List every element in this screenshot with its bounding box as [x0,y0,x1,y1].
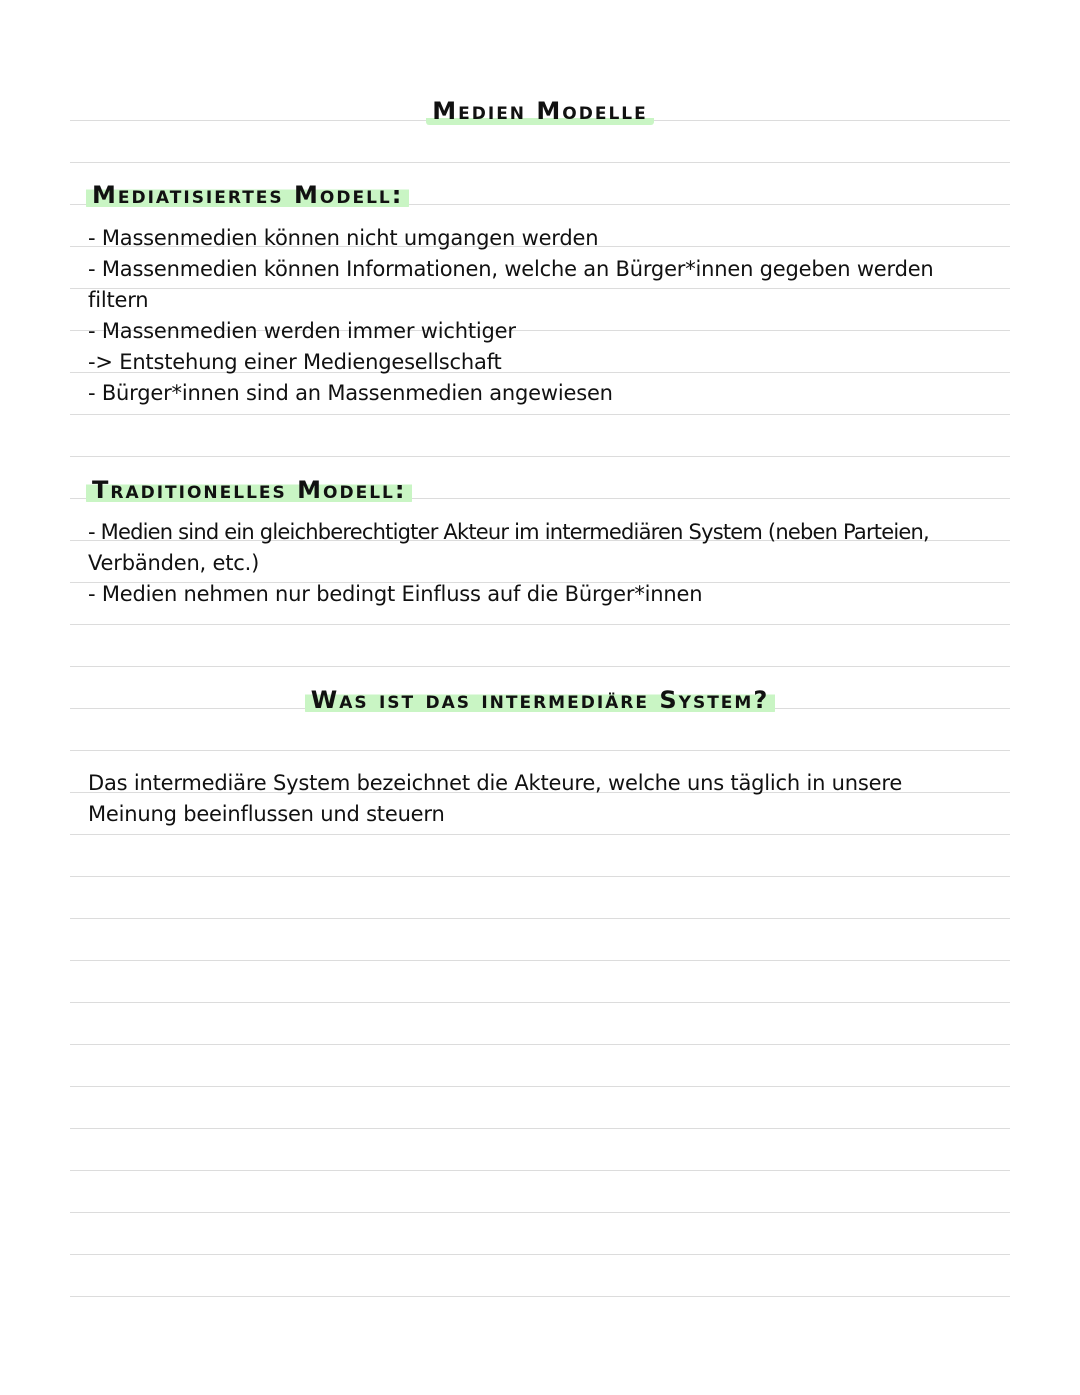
section-heading-traditionelles-text: Traditionelles Modell: [86,476,412,504]
section-heading-traditionelles [86,475,412,505]
ruled-line [70,1044,1010,1045]
ruled-line [70,1170,1010,1171]
text-line: -> Entstehung einer Mediengesellschaft [88,350,502,374]
section-heading-intermediaer-text: Was ist das intermediäre System? [305,686,776,714]
text-line: Das intermediäre System bezeichnet die Akteure, welche uns täglich in unsere [88,771,903,795]
text-line: Meinung beeinflussen und steuern [88,802,445,826]
text-line: filtern [88,288,149,312]
ruled-line [70,1128,1010,1129]
page-title-text: Medien Modelle [426,97,653,125]
ruled-line [70,1086,1010,1087]
ruled-line [70,666,1010,667]
ruled-line [70,876,1010,877]
text-line: - Massenmedien können nicht umgangen werden [88,226,599,250]
ruled-line [70,918,1010,919]
ruled-line [70,414,1010,415]
ruled-line [70,1002,1010,1003]
ruled-line [70,1212,1010,1213]
ruled-line [70,456,1010,457]
page-title [0,96,1080,126]
section-body-intermediaer [88,768,1008,830]
ruled-line [70,750,1010,751]
ruled-line [70,1296,1010,1297]
text-line: - Bürger*innen sind an Massenmedien angewiesen [88,381,613,405]
ruled-line [70,834,1010,835]
text-line: Verbänden, etc.) [88,551,260,575]
section-heading-mediatisiertes [86,180,409,210]
ruled-line [70,960,1010,961]
text-line: - Medien sind ein gleichberechtigter Akteur im intermediären System (neben Parteien, [88,520,929,544]
section-body-traditionelles [88,517,1008,610]
text-line: - Massenmedien können Informationen, welche an Bürger*innen gegeben werden [88,257,934,281]
section-heading-mediatisiertes-text: Mediatisiertes Modell: [86,181,409,209]
text-line: - Medien nehmen nur bedingt Einfluss auf die Bürger*innen [88,582,703,606]
section-body-mediatisiertes [88,223,1008,409]
section-heading-intermediaer [0,685,1080,715]
ruled-line [70,162,1010,163]
text-line: - Massenmedien werden immer wichtiger [88,319,516,343]
ruled-line [70,624,1010,625]
ruled-line [70,1254,1010,1255]
